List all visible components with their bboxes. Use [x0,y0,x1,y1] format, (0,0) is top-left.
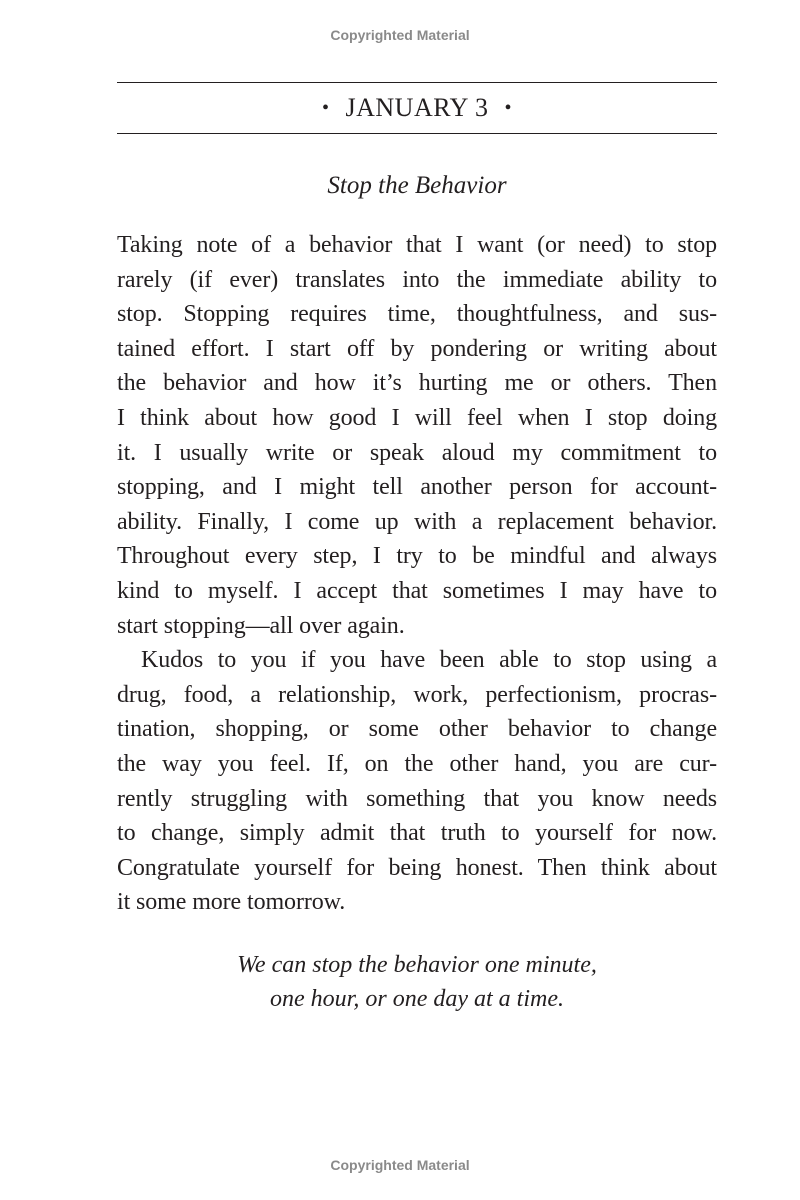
closing-affirmation [117,948,717,1016]
paragraph-1 [117,228,717,643]
text-line: stopping, and I might tell another person for account- [117,474,717,501]
text-line: I think about how good I will feel when I stop doing [117,404,717,431]
text-line: rently struggling with something that you know needs [117,785,717,812]
text-line: stop. Stopping requires time, thoughtfulness, and sus- [117,301,717,328]
header-bullet-right: • [504,96,512,119]
text-line: Taking note of a behavior that I want (or need) to stop [117,232,717,258]
text-line: it some more tomorrow. [117,889,346,916]
text-line: drug, food, a relationship, work, perfectionism, procras- [117,681,717,708]
header-bullet-left: • [322,96,330,119]
copyright-watermark-bottom: Copyrighted Material [330,1157,470,1173]
closing-line-1: We can stop the behavior one minute, [237,952,597,978]
copyright-watermark-top: Copyrighted Material [330,27,470,43]
closing-line-2: one hour, or one day at a time. [270,986,564,1012]
text-line: kind to myself. I accept that sometimes I may have to [117,577,717,604]
entry-title: Stop the Behavior [327,172,507,199]
date-label: JANUARY 3 [345,93,489,122]
paragraph-2 [117,643,717,920]
text-line: ability. Finally, I come up with a replacement behavior. [117,508,717,535]
text-line: Throughout every step, I try to be mindful and always [117,543,717,570]
text-line: tained effort. I start off by pondering or writing about [117,335,717,362]
text-line: rarely (if ever) translates into the immediate ability to [117,266,717,293]
text-line: the behavior and how it’s hurting me or others. Then [117,370,717,397]
text-line: tination, shopping, or some other behavior to change [117,716,717,743]
date-header [117,82,717,134]
text-line: Kudos to you if you have been able to stop using a [141,647,717,674]
text-line: to change, simply admit that truth to yourself for now. [117,820,717,847]
text-line: the way you feel. If, on the other hand, you are cur- [117,750,717,777]
entry-body [117,228,717,920]
text-line: Congratulate yourself for being honest. Then think about [117,854,717,881]
text-line: it. I usually write or speak aloud my commitment to [117,439,717,466]
text-line: start stopping—all over again. [117,612,405,639]
